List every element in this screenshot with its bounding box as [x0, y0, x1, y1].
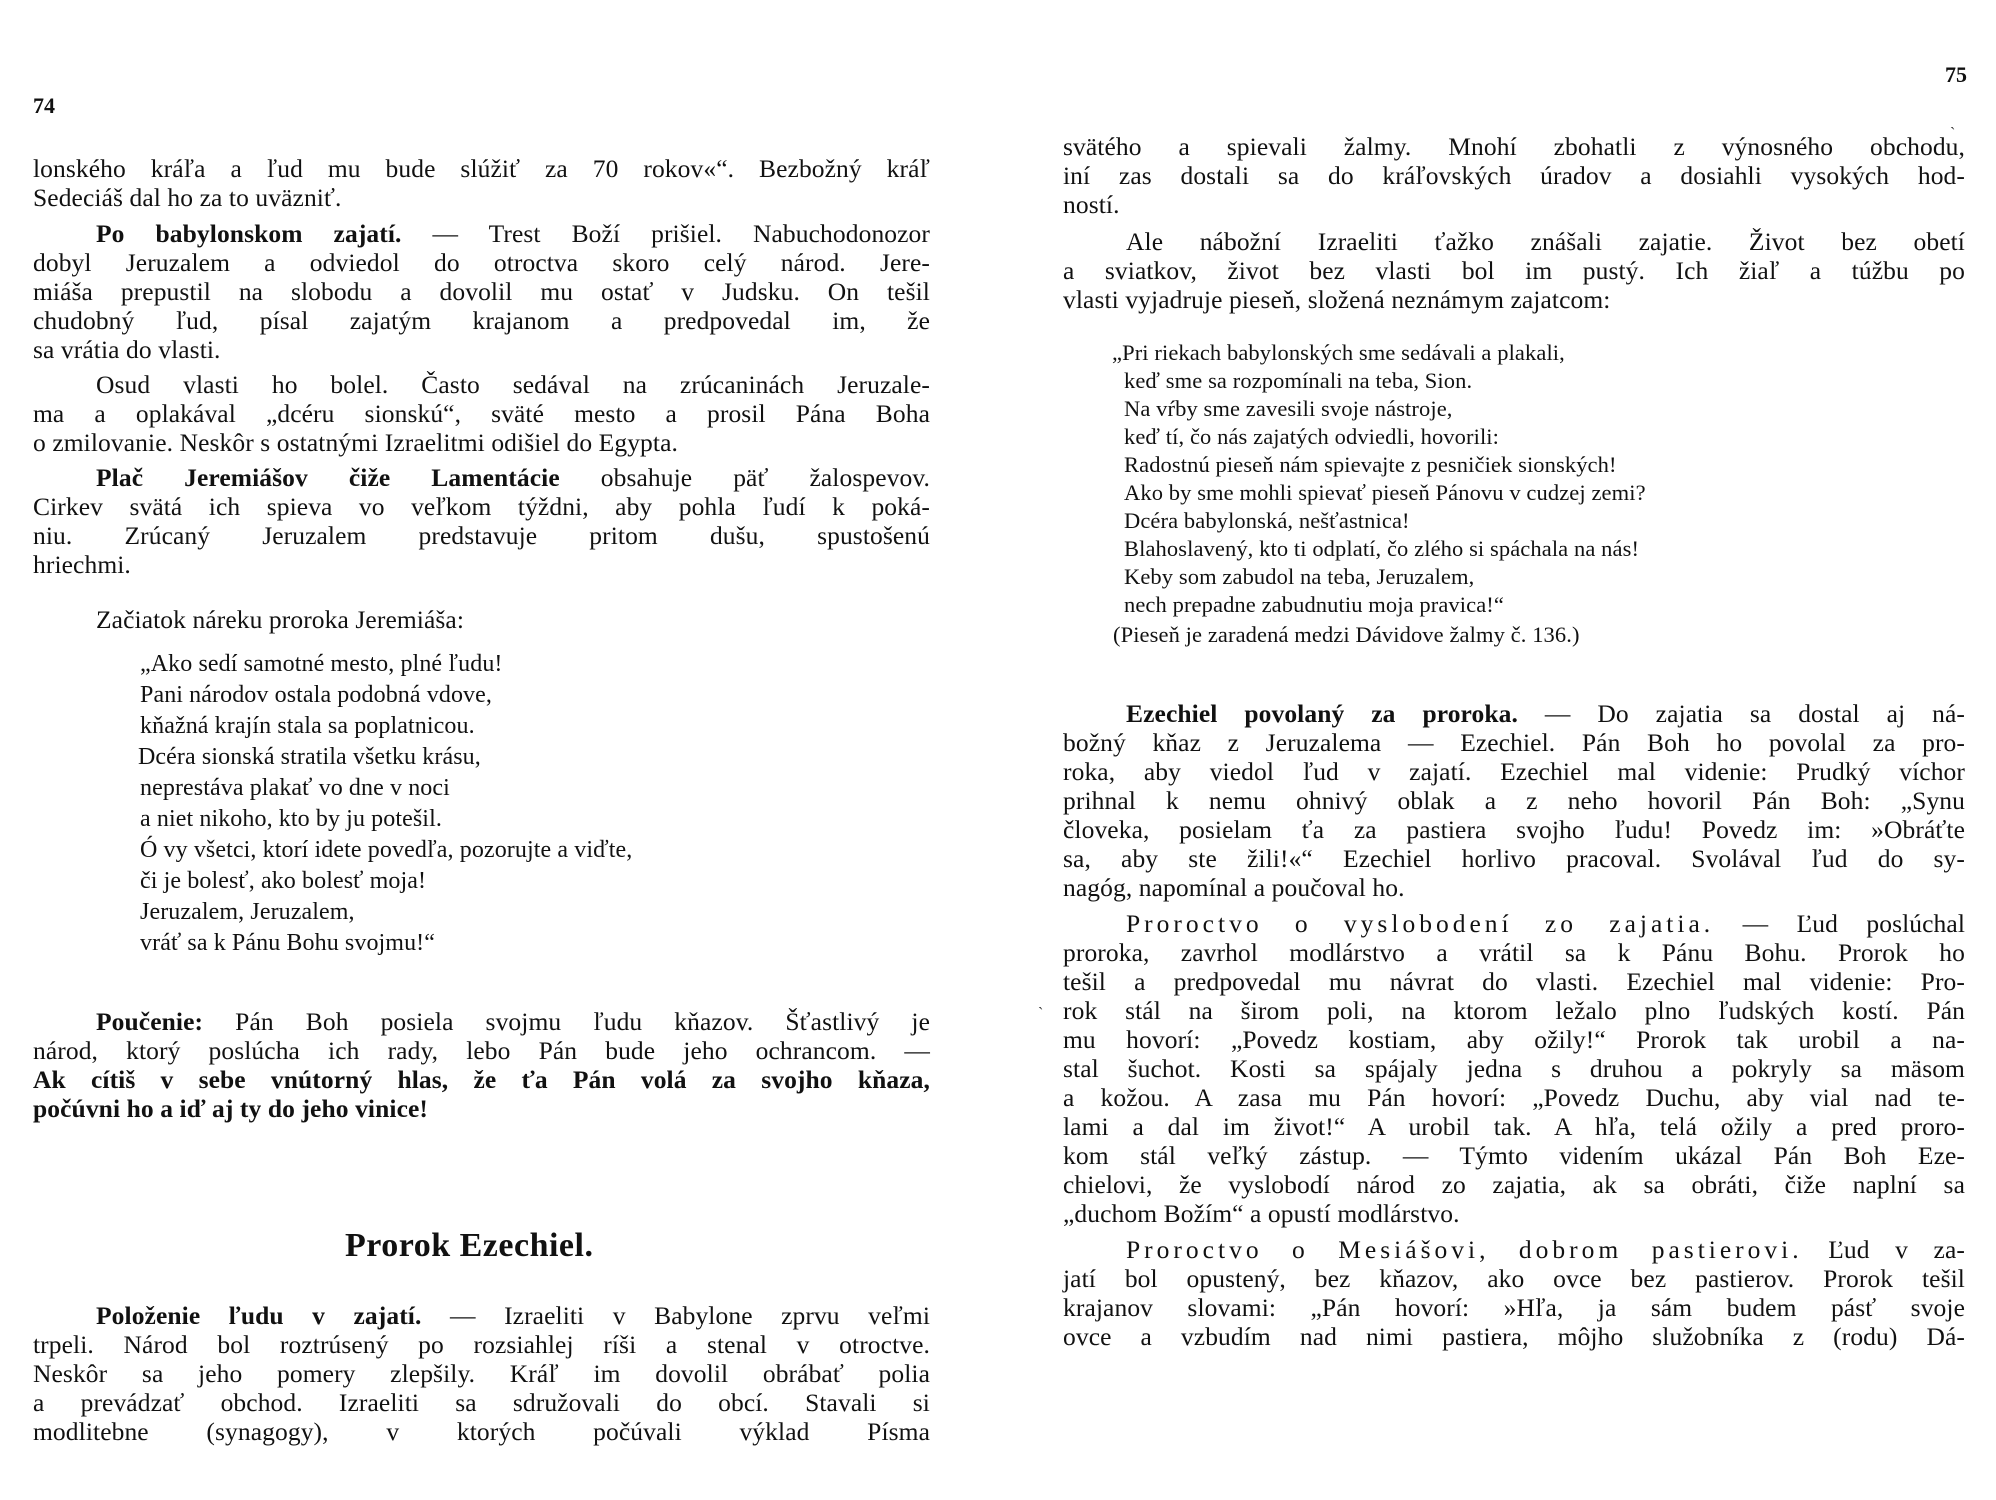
poem-line — [140, 712, 475, 740]
text-line — [1063, 997, 1965, 1025]
text-line — [1126, 1236, 1965, 1264]
line-text: niu. Zrúcaný Jeruzalem predstavuje pritom dušu, spustošenú — [33, 521, 930, 550]
bold-run-in: Plač Jeremiášov — [96, 463, 308, 492]
text-line — [33, 155, 930, 183]
line-text: nagóg, napomínal a poučoval ho. — [1063, 873, 1405, 902]
line-text: a prevádzať obchod. Izraeliti sa sdružovali do obcí. Stavali si — [33, 1388, 930, 1417]
line-text: svätého a spievali žalmy. Mnohí zbohatli z výnosného obchodu, — [1063, 132, 1965, 161]
line-text: a niet nikoho, kto by ju potešil. — [140, 806, 442, 832]
line-text: „Ako sedí samotné mesto, plné ľudu! — [140, 651, 503, 677]
page-number-left: 74 — [33, 93, 55, 118]
text-line — [1063, 1142, 1965, 1170]
line-text: ovce a vzbudím nad nimi pastiera, môjho služobníka z (rodu) Dá- — [1063, 1322, 1965, 1351]
line-text: Jeruzalem, Jeruzalem, — [140, 899, 355, 925]
poem-line — [140, 650, 503, 678]
text-line — [1126, 228, 1965, 256]
bold-run-in: Ezechiel povolaný za proroka. — [1126, 699, 1518, 728]
text-line — [33, 1331, 930, 1359]
poem-line — [1124, 424, 1499, 450]
text-line — [1063, 1026, 1965, 1054]
line-text: „Pri riekach babylonských sme sedávali a plakali, — [1112, 340, 1565, 365]
text-line — [1063, 1171, 1965, 1199]
poem-line — [140, 805, 442, 833]
line-text: vráť sa k Pánu Bohu svojmu!“ — [140, 930, 436, 956]
poem-line — [140, 929, 435, 957]
text-line — [33, 400, 930, 428]
line-text: obsahuje päť žalospevov. — [559, 463, 930, 492]
line-text: Sedeciáš dal ho za to uväzniť. — [33, 183, 342, 212]
line-text: Osud vlasti ho bolel. Často sedával na zrúcaninách Jeruzale- — [96, 370, 930, 399]
line-text: sa, aby ste žili!«“ Ezechiel horlivo pracoval. Svolával ľud do sy- — [1063, 844, 1965, 873]
line-text: Pani národov ostala podobná vdove, — [140, 682, 492, 708]
text-line — [1063, 1294, 1965, 1322]
line-text: dobyl Jeruzalem a odviedol do otroctva skoro celý národ. Jere- — [33, 248, 930, 277]
text-line — [33, 1066, 930, 1094]
text-line — [1063, 286, 1611, 314]
poem-line — [1124, 396, 1453, 422]
text-line — [1063, 939, 1965, 967]
line-text: lonského kráľa a ľud mu bude slúžiť za 70 rokov«“. Bezbožný kráľ — [33, 154, 930, 183]
poem-line — [140, 836, 632, 864]
text-line — [33, 336, 221, 364]
text-line — [1063, 162, 1965, 190]
line-text: stal šuchot. Kosti sa spájaly jedna s druhou a pokryly sa mäsom — [1063, 1054, 1965, 1083]
text-line — [1063, 1200, 1460, 1228]
text-line — [1063, 1113, 1965, 1141]
print-speck: ˎ — [1950, 113, 1956, 130]
bold-run-in: počúvni ho a iď aj ty do jeho vinice! — [33, 1094, 429, 1123]
line-text: krajanov slovami: „Pán hovorí: »Hľa, ja sám budem pásť svoje — [1063, 1293, 1965, 1322]
bold-run-in: čiže Lamentácie — [307, 463, 560, 492]
bold-run-in: Po babylonskom zajatí. — [96, 219, 402, 248]
line-text: Ale nábožní Izraeliti ťažko znášali zajatie. Život bez obetí — [1126, 227, 1965, 256]
line-text: lami a dal im život!“ A urobil tak. A hľa, telá ožily a pred proro- — [1063, 1112, 1965, 1141]
line-text: Neskôr sa jeho pomery zlepšily. Kráľ im dovolil obrábať polia — [33, 1359, 930, 1388]
line-text: tešil a predpovedal mu návrat do vlasti. Ezechiel mal videnie: Pro- — [1063, 967, 1965, 996]
line-text: roka, aby viedol ľud v zajatí. Ezechiel mal videnie: Prudký víchor — [1063, 757, 1965, 786]
poem-line — [140, 867, 426, 895]
text-line — [1063, 257, 1965, 285]
line-text: chielovi, že vyslobodí národ zo zajatia, ak sa obráti, čiže naplní sa — [1063, 1170, 1965, 1199]
line-text: hriechmi. — [33, 550, 131, 579]
line-text: Dcéra babylonská, nešťastnica! — [1124, 508, 1410, 533]
line-text: mu hovorí: „Povedz kostiam, aby ožily!“ Prorok tak urobil a na- — [1063, 1025, 1965, 1054]
line-text: a sviatkov, život bez vlasti bol im pustý. Ich žiaľ a túžbu po — [1063, 256, 1965, 285]
text-line — [33, 307, 930, 335]
text-line — [33, 1037, 930, 1065]
text-line — [33, 184, 341, 212]
line-text: o zmilovanie. Neskôr s ostatnými Izraelitmi odišiel do Egypta. — [33, 428, 678, 457]
spaced-run-in: Proroctvo o vyslobodení zo zajatia. — [1126, 909, 1715, 938]
poem-line — [140, 898, 355, 926]
poem-line — [1124, 368, 1472, 394]
text-line — [1063, 787, 1965, 815]
line-text: — Ľud poslúchal — [1714, 909, 1966, 938]
text-line — [1063, 845, 1965, 873]
line-text: — Izraeliti v Babylone zprvu veľmi — [421, 1301, 931, 1330]
poem-line — [1112, 340, 1565, 366]
bold-run-in: Položenie ľudu v zajatí. — [96, 1301, 422, 1330]
line-text: Radostnú pieseň nám spievajte z pesničiek sionských! — [1124, 452, 1617, 477]
text-line — [33, 1389, 930, 1417]
text-line — [1126, 910, 1965, 938]
line-text: Ľud v za- — [1802, 1235, 1965, 1264]
line-text: proroka, zavrhol modlárstvo a vrátil sa k Pánu Bohu. Prorok ho — [1063, 938, 1965, 967]
line-text: Začiatok náreku proroka Jeremiáša: — [96, 605, 465, 634]
text-line — [96, 1008, 930, 1036]
line-text: keď tí, čo nás zajatých odviedli, hovorili: — [1124, 424, 1500, 449]
line-text: a kožou. A zasa mu Pán hovorí: „Povedz Duchu, aby vial nad te- — [1063, 1083, 1965, 1112]
line-text: Pán Boh posiela svojmu ľudu kňazov. Šťastlivý je — [203, 1007, 930, 1036]
line-text: sa vrátia do vlasti. — [33, 335, 221, 364]
line-text: — Trest Boží prišiel. Nabuchodonozor — [401, 219, 931, 248]
bold-run-in: Ak cítiš v sebe vnútorný hlas, že ťa Pán volá za svojho kňaza, — [33, 1065, 930, 1094]
text-line — [96, 606, 464, 634]
text-line — [1063, 968, 1965, 996]
poem-line — [1124, 592, 1504, 618]
poem-line — [1124, 452, 1617, 478]
print-speck: ˎ — [1038, 993, 1044, 1010]
text-line — [96, 464, 930, 492]
text-line — [33, 1360, 930, 1388]
line-text: trpeli. Národ bol roztrúsený po rozsiahlej ríši a stenal v otroctve. — [33, 1330, 930, 1359]
line-text: chudobný ľud, písal zajatým krajanom a predpovedal im, že — [33, 306, 930, 335]
text-line — [1063, 874, 1405, 902]
line-text: neprestáva plakať vo dne v noci — [140, 775, 450, 801]
text-line — [33, 522, 930, 550]
line-text: národ, ktorý poslúcha ich rady, lebo Pán bude jeho ochrancom. — — [33, 1036, 930, 1065]
text-line — [96, 220, 930, 248]
text-line — [1063, 1055, 1965, 1083]
text-line — [96, 1302, 930, 1330]
chapter-heading: Prorok Ezechiel. — [345, 1227, 594, 1264]
text-line — [33, 1418, 930, 1446]
text-line — [33, 1095, 428, 1123]
line-text: ma a oplakával „dcéru sionskú“, sväté mesto a prosil Pána Boha — [33, 399, 930, 428]
line-text: človeka, posielam ťa za pastiera svojho ľudu! Povedz im: »Obráťte — [1063, 815, 1965, 844]
line-text: Na vŕby sme zavesili svoje nástroje, — [1124, 396, 1453, 421]
line-text: Dcéra sionská stratila všetku krásu, — [138, 744, 481, 770]
text-line — [1063, 758, 1965, 786]
poem-line — [140, 681, 492, 709]
text-line — [1126, 700, 1965, 728]
text-line — [1063, 191, 1120, 219]
line-text: ností. — [1063, 190, 1120, 219]
poem-line — [1124, 564, 1474, 590]
poem-line — [140, 774, 450, 802]
text-line — [33, 249, 930, 277]
bold-run-in: Poučenie: — [96, 1007, 204, 1036]
line-text: (Pieseň je zaradená medzi Dávidove žalmy č. 136.) — [1113, 622, 1580, 647]
spaced-run-in: Proroctvo o Mesiášovi, dobrom pastierovi. — [1126, 1235, 1803, 1264]
text-line — [1063, 1265, 1965, 1293]
text-line — [33, 493, 930, 521]
line-text: Ó vy všetci, ktorí idete povedľa, pozorujte a viďte, — [140, 837, 633, 863]
line-text: miáša prepustil na slobodu a dovolil mu ostať v Judsku. On tešil — [33, 277, 930, 306]
line-text: nech prepadne zabudnutiu moja pravica!“ — [1124, 592, 1504, 617]
poem-line — [1124, 508, 1410, 534]
line-text: rok stál na širom poli, na ktorom ležalo plno ľudských kostí. Pán — [1063, 996, 1965, 1025]
line-text: iní zas dostali sa do kráľovských úradov a dosiahli vysokých hod- — [1063, 161, 1965, 190]
text-line — [1063, 816, 1965, 844]
line-text: prihnal k nemu ohnivý oblak a z neho hovoril Pán Boh: „Synu — [1063, 786, 1965, 815]
poem-line — [1124, 536, 1639, 562]
text-line — [1063, 729, 1965, 757]
page-number-right: 75 — [1945, 62, 1967, 87]
text-line — [33, 278, 930, 306]
text-line — [1063, 1323, 1965, 1351]
text-line — [33, 551, 131, 579]
line-text: božný kňaz z Jeruzalema — Ezechiel. Pán Boh ho povolal za pro- — [1063, 728, 1965, 757]
text-line — [1063, 1084, 1965, 1112]
line-text: keď sme sa rozpomínali na teba, Sion. — [1124, 368, 1473, 393]
poem-line — [1113, 622, 1580, 648]
poem-line — [1124, 480, 1646, 506]
line-text: modlitebne (synagogy), v ktorých počúvali výklad Písma — [33, 1417, 930, 1446]
line-text: kom stál veľký zástup. — Týmto videním ukázal Pán Boh Eze- — [1063, 1141, 1965, 1170]
line-text: či je bolesť, ako bolesť moja! — [140, 868, 427, 894]
line-text: kňažná krajín stala sa poplatnicou. — [140, 713, 475, 739]
line-text: vlasti vyjadruje pieseň, složená neznámym zajatcom: — [1063, 285, 1611, 314]
right-page — [1000, 0, 1996, 1500]
text-line — [96, 371, 930, 399]
text-line — [33, 429, 678, 457]
line-text: Blahoslavený, kto ti odplatí, čo zlého si spáchala na nás! — [1124, 536, 1640, 561]
line-text: „duchom Božím“ a opustí modlárstvo. — [1063, 1199, 1460, 1228]
line-text: Ako by sme mohli spievať pieseň Pánovu v cudzej zemi? — [1124, 480, 1646, 505]
line-text: Keby som zabudol na teba, Jeruzalem, — [1124, 564, 1475, 589]
line-text: — Do zajatia sa dostal aj ná- — [1517, 699, 1965, 728]
line-text: Cirkev svätá ich spieva vo veľkom týždni, aby pohla ľudí k poká- — [33, 492, 930, 521]
poem-line — [138, 743, 481, 771]
text-line — [1063, 133, 1965, 161]
line-text: jatí bol opustený, bez kňazov, ako ovce bez pastierov. Prorok tešil — [1063, 1264, 1965, 1293]
